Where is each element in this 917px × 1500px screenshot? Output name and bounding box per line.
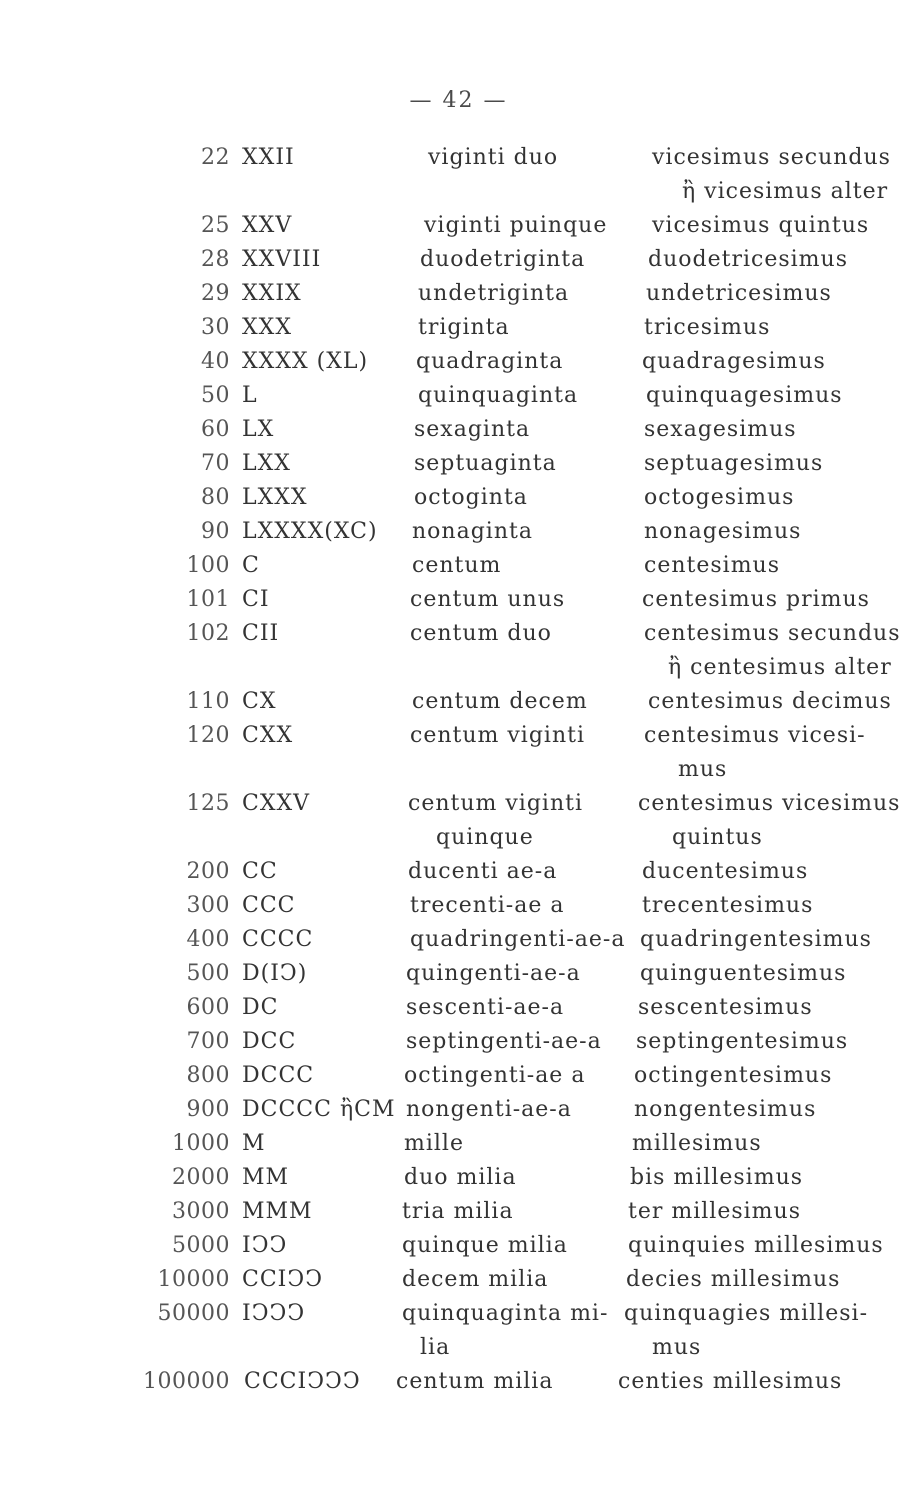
table-row	[0, 314, 917, 348]
ordinal-word: septuagesimus	[644, 451, 824, 476]
table-row	[0, 280, 917, 314]
roman-numeral: CI	[242, 587, 270, 612]
cardinal-word: octoginta	[414, 485, 528, 510]
table-row	[0, 620, 917, 654]
table-row	[0, 790, 917, 824]
table-row	[0, 1096, 917, 1130]
cardinal-word: quadringenti-ae-a	[410, 927, 626, 952]
ordinal-word: nonagesimus	[644, 519, 802, 544]
ordinal-word: centesimus	[644, 553, 781, 578]
table-row	[0, 1062, 917, 1096]
ordinal-word: tricesimus	[644, 315, 771, 340]
table-row	[0, 858, 917, 892]
ordinal-word: centesimus secundus	[644, 621, 901, 646]
ordinal-alternate: ἢ centesimus alter	[668, 655, 892, 680]
arabic-number: 600	[186, 995, 230, 1020]
table-row	[0, 1300, 917, 1334]
table-row	[0, 382, 917, 416]
table-row	[0, 450, 917, 484]
table-row	[0, 926, 917, 960]
cardinal-word: septingenti-ae-a	[406, 1029, 602, 1054]
arabic-number: 1000	[172, 1131, 230, 1156]
ordinal-word: quinguentesimus	[640, 961, 847, 986]
ordinal-word: trecentesimus	[642, 893, 814, 918]
cardinal-word: sexaginta	[414, 417, 531, 442]
cardinal-word: undetriginta	[418, 281, 570, 306]
page-number: — 42 —	[409, 88, 508, 113]
arabic-number: 125	[186, 791, 230, 816]
ordinal-word: sexagesimus	[644, 417, 797, 442]
arabic-number: 3000	[172, 1199, 230, 1224]
roman-numeral: IↃↃ	[242, 1233, 288, 1258]
table-row	[0, 246, 917, 280]
roman-numeral: XXXX (XL)	[242, 349, 369, 374]
arabic-number: 120	[186, 723, 230, 748]
table-row	[0, 348, 917, 382]
roman-numeral: CII	[242, 621, 280, 646]
cardinal-word: quinquaginta mi-	[402, 1301, 609, 1326]
cardinal-word: viginti duo	[428, 145, 559, 170]
ordinal-word: quinquagesimus	[646, 383, 843, 408]
ordinal-word: centesimus decimus	[648, 689, 892, 714]
arabic-number: 29	[201, 281, 230, 306]
ordinal-word: quinquies millesimus	[628, 1233, 884, 1258]
roman-numeral: LXXXX(XC)	[242, 519, 378, 544]
ordinal-word: octogesimus	[644, 485, 795, 510]
arabic-number: 5000	[172, 1233, 230, 1258]
arabic-number: 100000	[143, 1369, 230, 1394]
ordinal-word: duodetricesimus	[648, 247, 848, 272]
arabic-number: 101	[186, 587, 230, 612]
arabic-number: 90	[201, 519, 230, 544]
arabic-number: 900	[186, 1097, 230, 1122]
roman-numeral: CCCC	[242, 927, 314, 952]
arabic-number: 500	[186, 961, 230, 986]
cardinal-word: viginti puinque	[424, 213, 608, 238]
ordinal-word: centies millesimus	[618, 1369, 843, 1394]
roman-numeral: LXX	[242, 451, 291, 476]
ordinal-word: decies millesimus	[626, 1267, 841, 1292]
cardinal-word: centum unus	[410, 587, 566, 612]
ordinal-continuation: quintus	[672, 825, 763, 850]
arabic-number: 30	[201, 315, 230, 340]
arabic-number: 300	[186, 893, 230, 918]
table-row	[0, 586, 917, 620]
table-row	[0, 518, 917, 552]
table-row	[0, 416, 917, 450]
roman-numeral: CXX	[242, 723, 294, 748]
roman-numeral: CX	[242, 689, 277, 714]
roman-numeral: L	[242, 383, 258, 408]
arabic-number: 110	[186, 689, 230, 714]
cardinal-word: centum viginti	[408, 791, 584, 816]
arabic-number: 60	[201, 417, 230, 442]
roman-numeral: MMM	[242, 1199, 313, 1224]
ordinal-word: sescentesimus	[638, 995, 813, 1020]
table-row	[0, 1164, 917, 1198]
table-row	[0, 960, 917, 994]
arabic-number: 800	[186, 1063, 230, 1088]
roman-numeral: XXV	[242, 213, 293, 238]
roman-numeral: DCCCC ἢCM	[242, 1097, 396, 1122]
table-row	[0, 1266, 917, 1300]
ordinal-continuation: mus	[652, 1335, 702, 1360]
ordinal-word: octingentesimus	[634, 1063, 833, 1088]
ordinal-continuation: mus	[678, 757, 728, 782]
arabic-number: 22	[201, 145, 230, 170]
roman-numeral: XXII	[242, 145, 295, 170]
cardinal-word: centum milia	[396, 1369, 554, 1394]
cardinal-word: nonaginta	[412, 519, 533, 544]
table-row	[0, 1368, 917, 1402]
table-row	[0, 552, 917, 586]
arabic-number: 100	[186, 553, 230, 578]
roman-numeral: CCCIↃↃↃ	[244, 1369, 361, 1394]
cardinal-word: centum viginti	[410, 723, 586, 748]
roman-numeral: CCC	[242, 893, 296, 918]
table-row	[0, 1232, 917, 1266]
cardinal-word: triginta	[418, 315, 510, 340]
roman-numeral: C	[242, 553, 260, 578]
roman-numeral: LXXX	[242, 485, 308, 510]
roman-numeral: DCCC	[242, 1063, 315, 1088]
roman-numeral: CXXV	[242, 791, 311, 816]
ordinal-word: millesimus	[632, 1131, 762, 1156]
roman-numeral: CC	[242, 859, 278, 884]
arabic-number: 70	[201, 451, 230, 476]
cardinal-word: mille	[404, 1131, 464, 1156]
ordinal-alternate: ἢ vicesimus alter	[682, 179, 889, 204]
roman-numeral: DC	[242, 995, 279, 1020]
ordinal-word: ter millesimus	[628, 1199, 802, 1224]
table-row	[0, 892, 917, 926]
arabic-number: 28	[201, 247, 230, 272]
roman-numeral: XXVIII	[242, 247, 322, 272]
arabic-number: 700	[186, 1029, 230, 1054]
ordinal-word: bis millesimus	[630, 1165, 804, 1190]
cardinal-word: quinquaginta	[418, 383, 579, 408]
ordinal-word: quinquagies millesi-	[624, 1301, 868, 1326]
ordinal-word: septingentesimus	[636, 1029, 849, 1054]
cardinal-word: trecenti-ae a	[410, 893, 565, 918]
ordinal-word: centesimus vicesi-	[644, 723, 866, 748]
arabic-number: 25	[201, 213, 230, 238]
roman-numeral: DCC	[242, 1029, 297, 1054]
table-row	[0, 994, 917, 1028]
arabic-number: 40	[201, 349, 230, 374]
cardinal-word: sescenti-ae-a	[406, 995, 565, 1020]
cardinal-word: quingenti-ae-a	[406, 961, 581, 986]
cardinal-word: duo milia	[404, 1165, 517, 1190]
roman-numeral: D(IↃ)	[242, 961, 308, 986]
cardinal-word: centum duo	[410, 621, 552, 646]
cardinal-word: quadraginta	[416, 349, 564, 374]
cardinal-word: tria milia	[402, 1199, 514, 1224]
ordinal-word: quadringentesimus	[640, 927, 872, 952]
roman-numeral: XXIX	[242, 281, 302, 306]
roman-numeral: MM	[242, 1165, 290, 1190]
cardinal-word: duodetriginta	[420, 247, 586, 272]
table-row	[0, 1028, 917, 1062]
table-row	[0, 722, 917, 756]
table-row	[0, 1130, 917, 1164]
roman-numeral: LX	[242, 417, 275, 442]
ordinal-word: ducentesimus	[642, 859, 809, 884]
arabic-number: 400	[186, 927, 230, 952]
arabic-number: 50000	[157, 1301, 230, 1326]
ordinal-word: vicesimus secundus	[652, 145, 891, 170]
ordinal-word: quadragesimus	[642, 349, 826, 374]
arabic-number: 200	[186, 859, 230, 884]
cardinal-word: quinque milia	[402, 1233, 568, 1258]
ordinal-word: centesimus vicesimus	[638, 791, 901, 816]
cardinal-word: centum decem	[412, 689, 588, 714]
cardinal-word: ducenti ae-a	[408, 859, 558, 884]
ordinal-word: undetricesimus	[646, 281, 832, 306]
arabic-number: 2000	[172, 1165, 230, 1190]
ordinal-word: vicesimus quintus	[652, 213, 870, 238]
roman-numeral: M	[242, 1131, 266, 1156]
table-row	[0, 484, 917, 518]
cardinal-continuation: lia	[420, 1335, 451, 1360]
roman-numeral: CCIↃↃ	[242, 1267, 324, 1292]
arabic-number: 102	[186, 621, 230, 646]
arabic-number: 50	[201, 383, 230, 408]
table-row	[0, 1198, 917, 1232]
roman-numeral: IↃↃↃ	[242, 1301, 306, 1326]
table-row	[0, 688, 917, 722]
cardinal-word: septuaginta	[414, 451, 557, 476]
cardinal-continuation: quinque	[436, 825, 534, 850]
roman-numeral: XXX	[242, 315, 292, 340]
arabic-number: 80	[201, 485, 230, 510]
ordinal-word: nongentesimus	[634, 1097, 817, 1122]
table-row	[0, 144, 917, 178]
cardinal-word: octingenti-ae a	[404, 1063, 586, 1088]
table-row	[0, 212, 917, 246]
cardinal-word: decem milia	[402, 1267, 549, 1292]
ordinal-word: centesimus primus	[642, 587, 870, 612]
arabic-number: 10000	[157, 1267, 230, 1292]
cardinal-word: centum	[412, 553, 502, 578]
cardinal-word: nongenti-ae-a	[406, 1097, 572, 1122]
